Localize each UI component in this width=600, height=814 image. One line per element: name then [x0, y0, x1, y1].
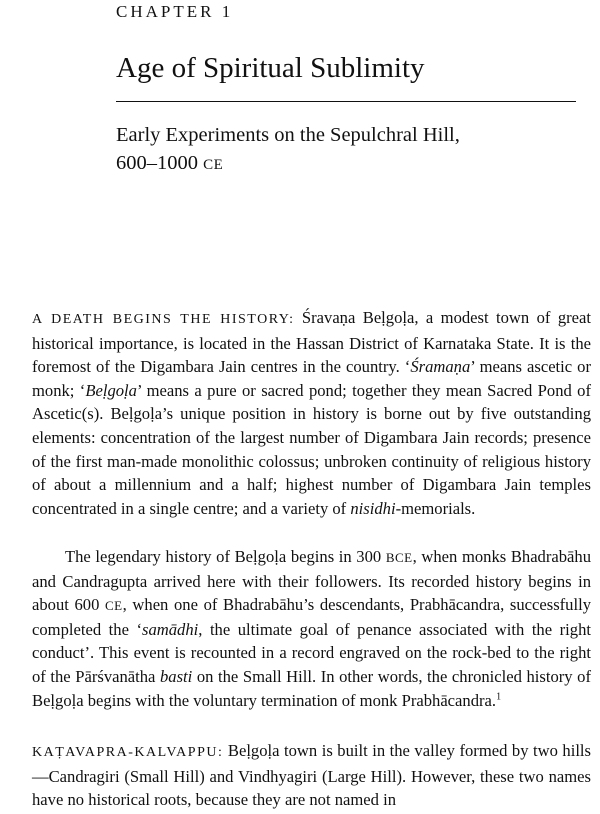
text: Beḷgoḷa town is built in the valley formed by two hills—Candragiri (Small Hill) and Vindhyagiri (Large Hill). However, these two names have no historical roots, because they are not named in — [32, 741, 591, 810]
text: The legendary history of Beḷgoḷa begins in 300 — [65, 547, 386, 566]
paragraph-3 — [32, 739, 591, 812]
run-in-heading: A DEATH BEGINS THE HISTORY: — [32, 312, 295, 327]
run-in-heading: KAṬAVAPRA-KALVAPPU: — [32, 745, 224, 760]
chapter-label: CHAPTER 1 — [116, 2, 234, 21]
paragraph-1 — [32, 306, 591, 520]
text: -memorials. — [395, 498, 476, 518]
italic-term: Beḷgoḷa — [85, 380, 137, 400]
subtitle-date-range: 600–1000 — [116, 152, 198, 174]
text: Śravaṇa Beḷgoḷa, a modest town of great historical importance, is located in the Hassan District of Karnataka State. It is the foremost of the Digambara Jain centres in the country. ‘ — [32, 308, 591, 377]
chapter-subtitle — [116, 121, 460, 179]
italic-term: basti — [160, 666, 193, 686]
paragraph-2 — [32, 545, 591, 712]
text: ’ means a pure or sacred pond; together they mean Sacred Pond of Ascetic(s). Beḷgoḷa’s unique position in history is borne out by five outstanding elements: concentration of the largest number of Digambara Jain records; presence of the first man-made monolithic colossus; unbroken continuity of religious history of about a millennium and a half; highest number of Digambara Jain temples concentrated in a single centre; and a variety of — [32, 380, 591, 518]
subtitle-line: Early Experiments on the Sepulchral Hill, — [116, 124, 460, 146]
era-small-caps: BCE — [385, 550, 413, 565]
italic-term: nisidhi — [350, 498, 396, 518]
text: on the Small Hill. In other words, the chronicled history of Beḷgoḷa begins with the voluntary termination of monk Prabhācandra. — [32, 666, 591, 710]
title-rule — [116, 101, 576, 102]
era-small-caps: CE — [105, 598, 123, 614]
text: , when monks Bhadrabāhu and Candragupta arrived here with their followers. Its recorded history begins in about 600 — [32, 547, 592, 615]
text: , when one of Bhadrabāhu’s descendants, Prabhācandra, successfully completed the ‘ — [32, 595, 591, 639]
italic-term: Śramaṇa — [410, 357, 471, 377]
chapter-title: Age of Spiritual Sublimity — [116, 52, 425, 84]
footnote-marker[interactable]: 1 — [496, 691, 502, 703]
text: ’ means ascetic or monk; ‘ — [32, 357, 592, 400]
subtitle-era: CE — [203, 157, 224, 173]
italic-term: samādhi — [142, 619, 199, 639]
text: , the ultimate goal of penance associated with the right conduct’. This event is recounted in a record engraved on the rock-bed to the right of the Pārśvanātha — [32, 619, 591, 686]
